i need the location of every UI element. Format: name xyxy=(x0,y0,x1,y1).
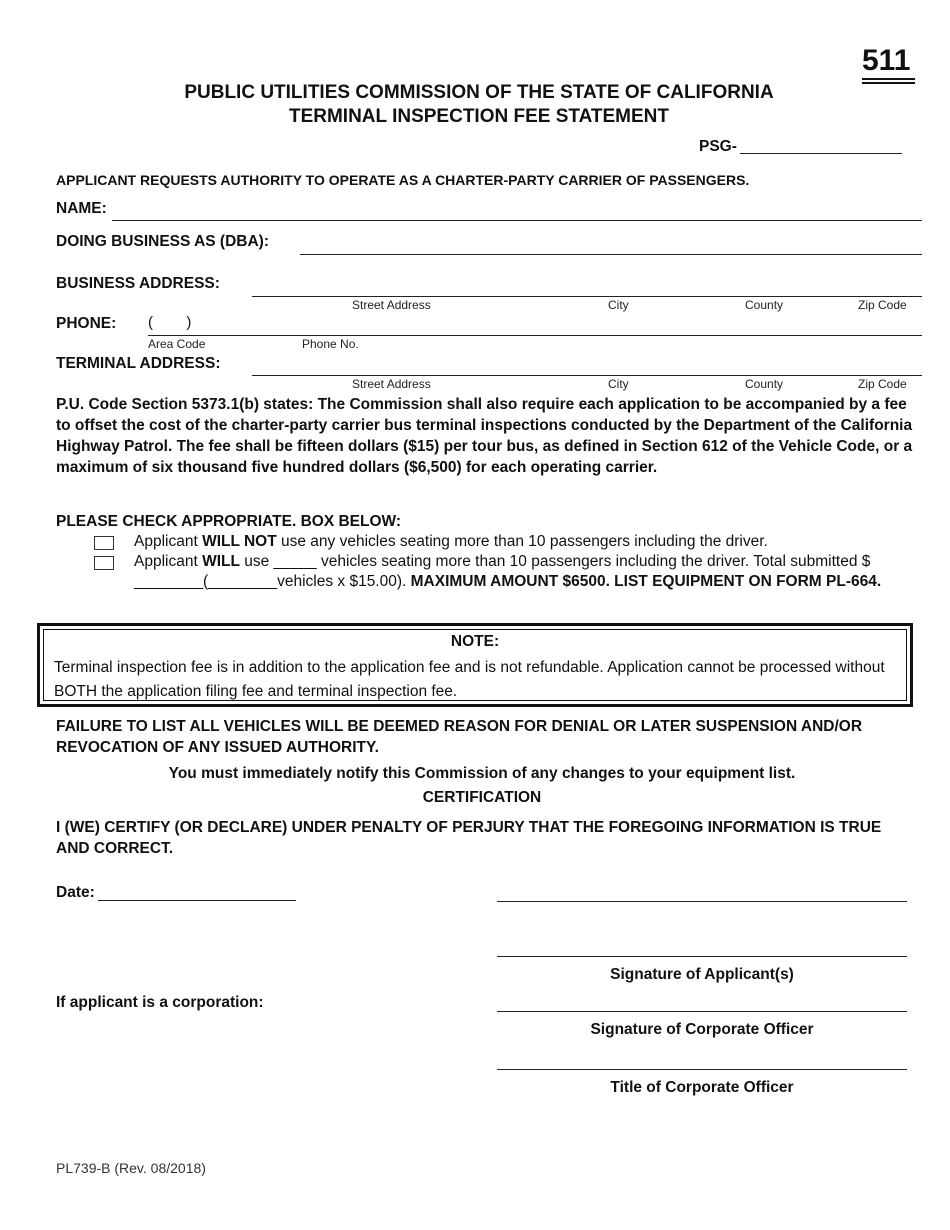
name-label: NAME: xyxy=(56,200,107,217)
note-box xyxy=(37,623,913,707)
business-zip-caption: Zip Code xyxy=(858,298,907,312)
terminal-city-caption: City xyxy=(608,377,629,391)
note-text: Terminal inspection fee is in addition to the application fee and is not refundable. Application cannot be processed without BOTH the application filing fee and terminal inspection fee. xyxy=(54,659,885,700)
area-code-caption: Area Code xyxy=(148,337,206,351)
business-street-caption: Street Address xyxy=(352,298,431,312)
will-bold-end: MAXIMUM AMOUNT $6500. LIST EQUIPMENT ON FORM PL-664. xyxy=(410,573,882,590)
code-section-paragraph: P.U. Code Section 5373.1(b) states: The Commission shall also require each application to be accompanied by a fee to offset the cost of the charter-party carrier bus terminal inspections conducted by the Department of the California Highway Patrol. The fee shall be fifteen dollars ($15) per tour bus, as defined in Section 612 of the Vehicle Code, or a maximum of six thousand five hundred dollars ($6,500) for each operating carrier. xyxy=(56,396,913,476)
terminal-zip-caption: Zip Code xyxy=(858,377,907,391)
will-not-bold: WILL NOT xyxy=(202,533,277,550)
failure-warning: FAILURE TO LIST ALL VEHICLES WILL BE DEEMED REASON FOR DENIAL OR LATER SUSPENSION AND/OR REVOCATION OF ANY ISSUED AUTHORITY. xyxy=(56,718,863,756)
will-not-checkbox[interactable] xyxy=(94,536,114,550)
signature-applicant-line[interactable] xyxy=(497,956,907,957)
will-mid: use _____ vehicles seating more than 10 passengers including the driver. Total submitted $ ________(________vehicles x $15.00). xyxy=(134,553,871,590)
signature-officer-label: Signature of Corporate Officer xyxy=(590,1021,814,1038)
signature-applicant-label: Signature of Applicant(s) xyxy=(610,966,794,983)
form-number-underline xyxy=(862,78,915,80)
title-officer-line[interactable] xyxy=(497,1069,907,1070)
form-number: 511 xyxy=(862,44,911,77)
psg-label: PSG- xyxy=(699,138,737,155)
phone-parens: ( ) xyxy=(148,314,192,331)
will-not-option xyxy=(134,532,914,552)
will-not-pre: Applicant xyxy=(134,533,203,550)
note-box-inner xyxy=(43,629,907,701)
notify-text: You must immediately notify this Commission of any changes to your equipment list. xyxy=(168,765,796,782)
title-line-2: TERMINAL INSPECTION FEE STATEMENT xyxy=(288,106,669,127)
will-checkbox[interactable] xyxy=(94,556,114,570)
terminal-address-label: TERMINAL ADDRESS: xyxy=(56,355,221,372)
terminal-street-caption: Street Address xyxy=(352,377,431,391)
will-bold: WILL xyxy=(202,553,240,570)
signature-line-1[interactable] xyxy=(497,901,907,902)
dba-label: DOING BUSINESS AS (DBA): xyxy=(56,233,269,250)
signature-officer-line[interactable] xyxy=(497,1011,907,1012)
phone-no-caption: Phone No. xyxy=(302,337,359,351)
psg-field[interactable] xyxy=(740,153,902,154)
will-pre: Applicant xyxy=(134,553,203,570)
terminal-address-field[interactable] xyxy=(252,375,922,376)
date-label: Date: xyxy=(56,884,95,901)
note-title: NOTE: xyxy=(450,633,500,650)
title-line-1: PUBLIC UTILITIES COMMISSION OF THE STATE OF CALIFORNIA xyxy=(184,82,774,103)
title-officer-label: Title of Corporate Officer xyxy=(610,1079,794,1096)
business-address-label: BUSINESS ADDRESS: xyxy=(56,275,220,292)
phone-field[interactable] xyxy=(148,335,922,336)
certification-heading: CERTIFICATION xyxy=(422,789,542,806)
corporation-label: If applicant is a corporation: xyxy=(56,994,264,1011)
phone-label: PHONE: xyxy=(56,315,117,332)
terminal-county-caption: County xyxy=(745,377,784,391)
business-address-field[interactable] xyxy=(252,296,922,297)
will-not-post: use any vehicles seating more than 10 passengers including the driver. xyxy=(276,533,768,550)
applicant-statement: APPLICANT REQUESTS AUTHORITY TO OPERATE AS A CHARTER-PARTY CARRIER OF PASSENGERS. xyxy=(56,172,750,188)
name-field[interactable] xyxy=(112,220,922,221)
business-county-caption: County xyxy=(745,298,784,312)
date-field[interactable] xyxy=(98,900,296,901)
dba-field[interactable] xyxy=(300,254,922,255)
business-city-caption: City xyxy=(608,298,629,312)
checkbox-heading: PLEASE CHECK APPROPRIATE. BOX BELOW: xyxy=(56,513,402,530)
will-option xyxy=(134,552,934,592)
certification-text: I (WE) CERTIFY (OR DECLARE) UNDER PENALTY OF PERJURY THAT THE FOREGOING INFORMATION IS TRUE AND CORRECT. xyxy=(56,819,882,857)
form-revision: PL739-B (Rev. 08/2018) xyxy=(56,1160,206,1176)
